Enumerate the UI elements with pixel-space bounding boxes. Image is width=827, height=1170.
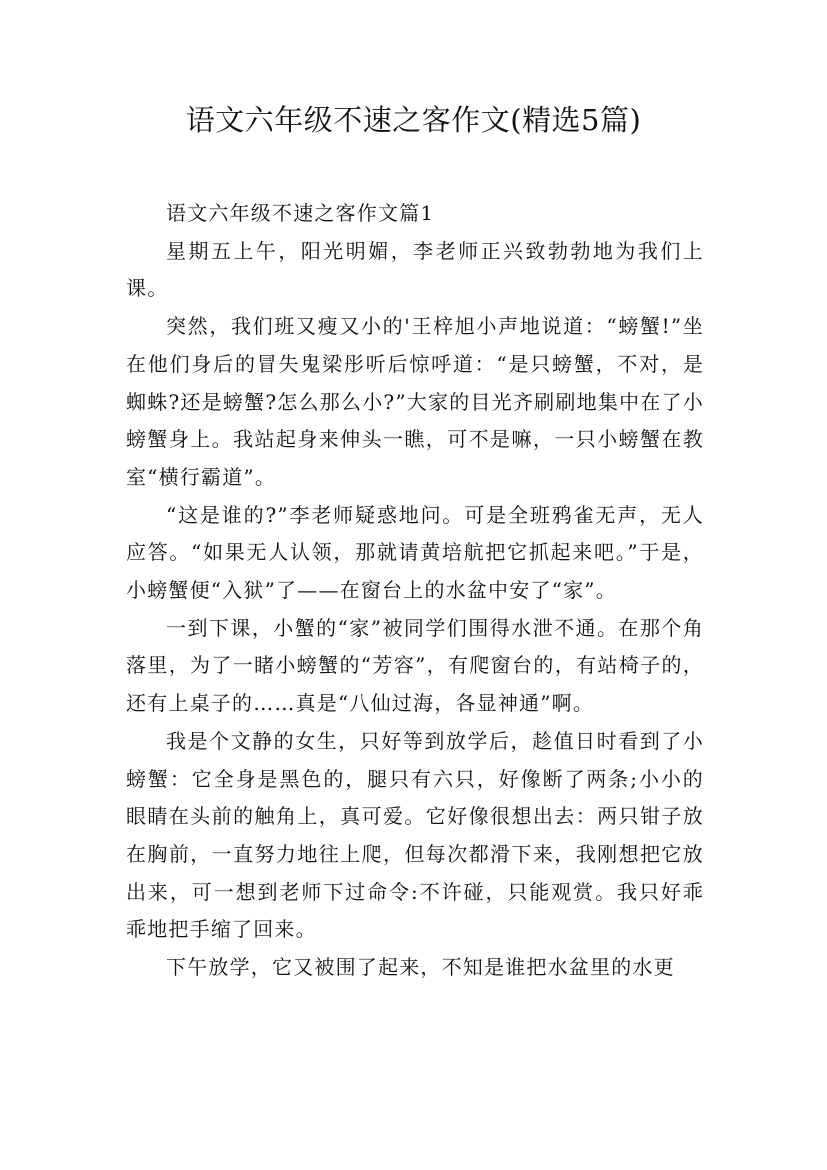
section-heading: 语文六年级不速之客作文篇1 [166, 201, 435, 225]
paragraph: 突然，我们班又瘦又小的'王梓旭小声地说道：“螃蟹!”坐在他们身后的冒失鬼梁彤听后惊呼道：“是只螃蟹，不对，是蜘蛛?还是螃蟹?怎么那么小?”大家的目光齐刷刷地集中在了小螃蟹身上。我站起身来伸头一瞧，可不是嘛，一只小螃蟹在教室“横行霸道”。 [126, 314, 704, 489]
document-body [126, 195, 704, 987]
paragraph: 我是个文静的女生，只好等到放学后，趁值日时看到了小螃蟹：它全身是黑色的，腿只有六只，好像断了两条;小小的眼睛在头前的触角上，真可爱。它好像很想出去：两只钳子放在胸前，一直努力地往上爬，但每次都滑下来，我刚想把它放出来，可一想到老师下过命令:不许碰，只能观赏。我只好乖乖地把手缩了回来。 [126, 728, 704, 942]
document-title: 语文六年级不速之客作文(精选5篇) [185, 103, 642, 137]
paragraph: 星期五上午，阳光明媚，李老师正兴致勃勃地为我们上课。 [126, 238, 704, 301]
paragraph: 一到下课，小蟹的“家”被同学们围得水泄不通。在那个角落里，为了一睹小螃蟹的“芳容”，有爬窗台的，有站椅子的，还有上桌子的……真是“八仙过海，各显神通”啊。 [126, 615, 704, 716]
paragraph: “这是谁的?”李老师疑惑地问。可是全班鸦雀无声，无人应答。“如果无人认领，那就请黄培航把它抓起来吧。”于是，小螃蟹便“入狱”了——在窗台上的水盆中安了“家”。 [126, 502, 704, 603]
paragraph: 下午放学，它又被围了起来，不知是谁把水盆里的水更 [166, 955, 675, 980]
